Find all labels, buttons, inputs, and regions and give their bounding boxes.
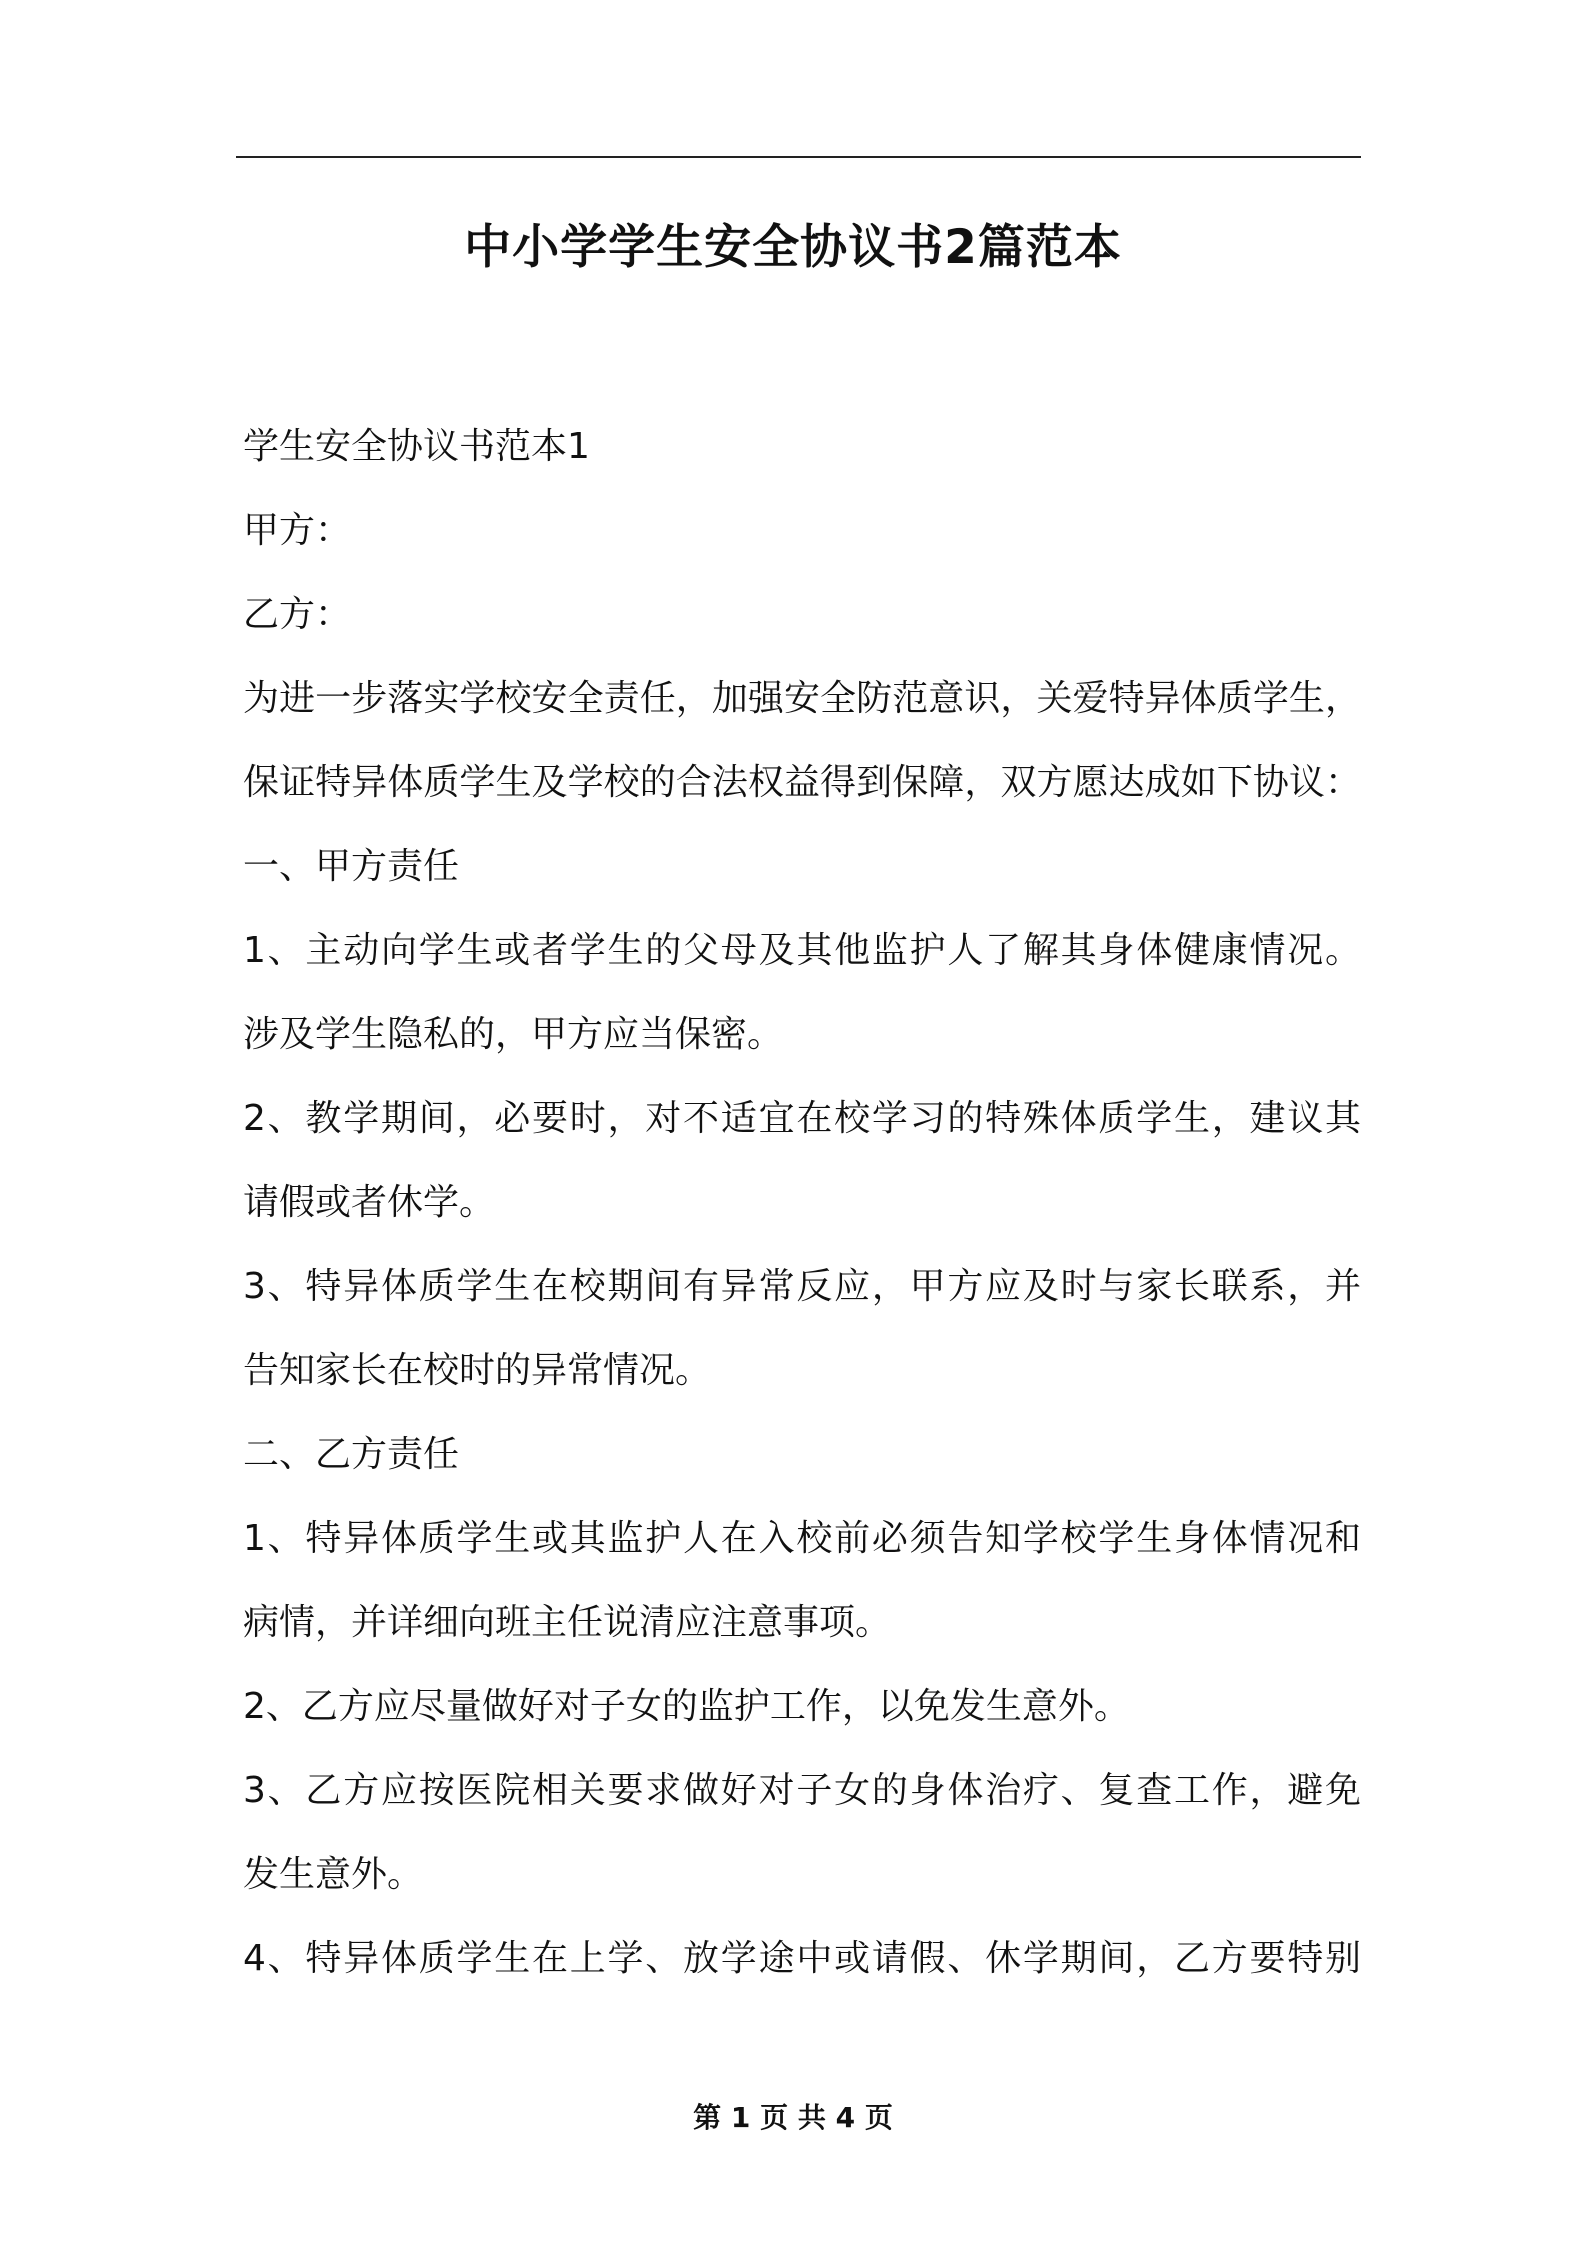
text-line: 为进一步落实学校安全责任，加强安全防范意识，关爱特异体质学生， (243, 678, 1361, 719)
header-rule (236, 156, 1361, 158)
text-line: 学生安全协议书范本1 (243, 426, 590, 467)
text-line: 1、主动向学生或者学生的父母及其他监护人了解其身体健康情况。 (243, 930, 1361, 971)
text-line: 涉及学生隐私的，甲方应当保密。 (243, 1014, 784, 1055)
text-line: 4、特异体质学生在上学、放学途中或请假、休学期间，乙方要特别 (243, 1938, 1361, 1979)
text-line: 请假或者休学。 (243, 1182, 496, 1223)
text-line: 3、乙方应按医院相关要求做好对子女的身体治疗、复查工作，避免 (243, 1770, 1361, 1811)
page-footer: 第 1 页 共 4 页 (693, 2101, 893, 2134)
text-line: 一、甲方责任 (243, 846, 460, 887)
text-line: 告知家长在校时的异常情况。 (243, 1350, 712, 1391)
document-body (243, 405, 1361, 2001)
text-line: 病情，并详细向班主任说清应注意事项。 (243, 1602, 892, 1643)
text-line: 2、教学期间，必要时，对不适宜在校学习的特殊体质学生，建议其 (243, 1098, 1361, 1139)
text-line: 二、乙方责任 (243, 1434, 460, 1475)
text-line: 2、乙方应尽量做好对子女的监护工作，以免发生意外。 (243, 1686, 1130, 1727)
text-line: 发生意外。 (243, 1854, 424, 1895)
document-title: 中小学学生安全协议书2篇范本 (464, 220, 1122, 275)
text-line: 3、特异体质学生在校期间有异常反应，甲方应及时与家长联系，并 (243, 1266, 1361, 1307)
text-line: 甲方： (243, 510, 352, 551)
text-line: 保证特异体质学生及学校的合法权益得到保障，双方愿达成如下协议： (243, 762, 1361, 803)
text-line: 乙方： (243, 594, 352, 635)
text-line: 1、特异体质学生或其监护人在入校前必须告知学校学生身体情况和 (243, 1518, 1361, 1559)
